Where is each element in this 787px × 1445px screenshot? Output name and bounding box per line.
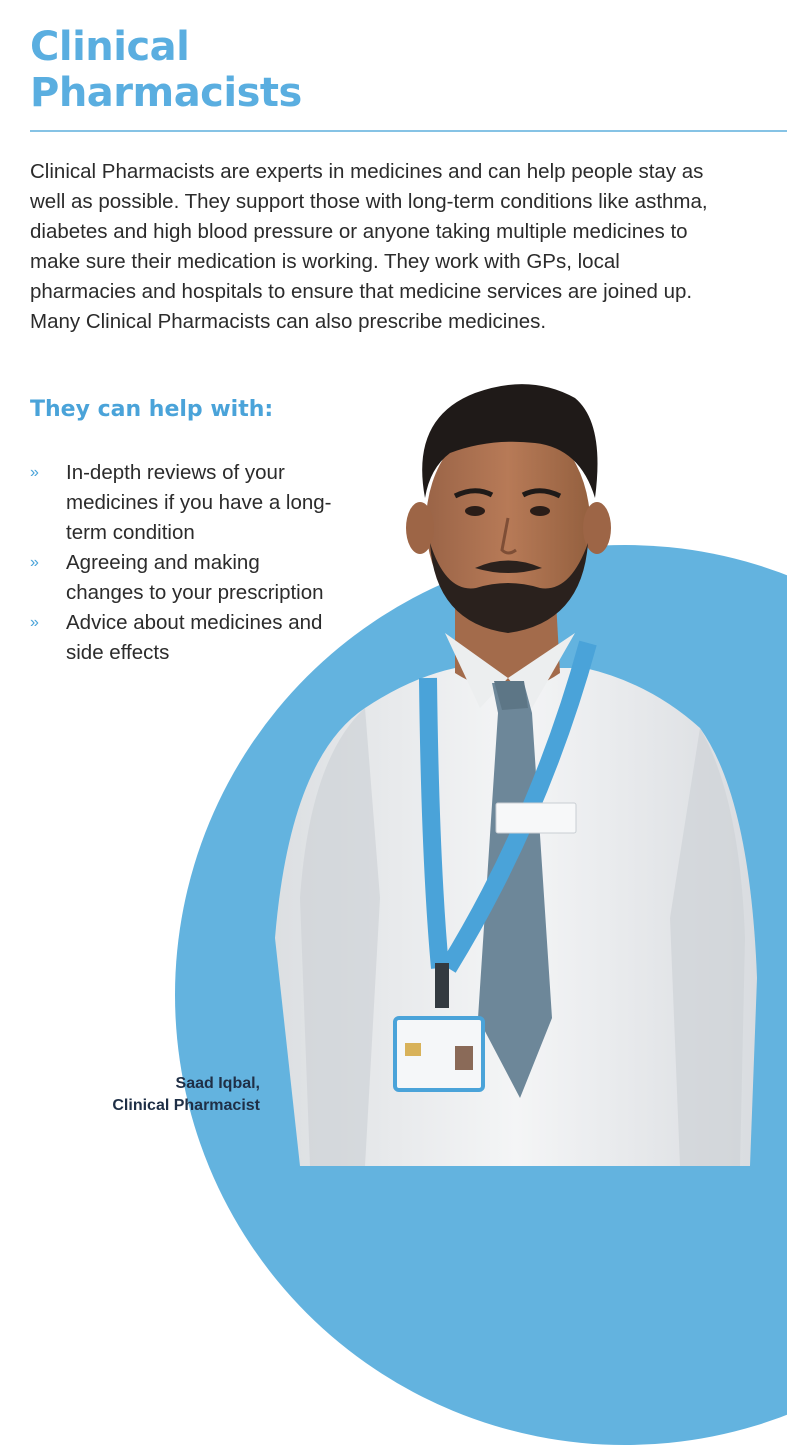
title-line-1: Clinical bbox=[30, 24, 190, 70]
id-card-chip bbox=[405, 1043, 421, 1056]
page-title bbox=[30, 24, 302, 116]
intro-paragraph: Clinical Pharmacists are experts in medicines and can help people stay as well as possible. They support those with long-term conditions like asthma, diabetes and high blood pressure or anyone taking multiple medicines to make sure their medication is working. They work with GPs, local pharmacies and hospitals to ensure that medicine services are joined up. Many Clinical Pharmacists can also prescribe medicines. bbox=[30, 160, 708, 333]
ear-shape bbox=[406, 502, 434, 554]
eye-shape bbox=[465, 506, 485, 516]
caption-name: Saad Iqbal, bbox=[175, 1075, 260, 1092]
caption-role: Clinical Pharmacist bbox=[112, 1097, 260, 1114]
list-item-text: In-depth reviews of your medicines if you have a long-term condition bbox=[66, 461, 332, 544]
title-line-2: Pharmacists bbox=[30, 70, 302, 116]
bullet-icon: » bbox=[30, 554, 39, 571]
bullet-icon: » bbox=[30, 464, 39, 481]
photo-caption bbox=[112, 1073, 260, 1117]
list-item-text: Advice about medicines and side effects bbox=[66, 611, 323, 664]
eye-shape bbox=[530, 506, 550, 516]
help-heading: They can help with: bbox=[30, 397, 274, 422]
lanyard-clip bbox=[435, 963, 449, 1008]
list-item-text: Agreeing and making changes to your prescription bbox=[66, 551, 324, 604]
pharmacist-photo bbox=[270, 378, 770, 1166]
pharmacist-figure bbox=[275, 384, 757, 1166]
name-badge bbox=[496, 803, 576, 833]
bullet-icon: » bbox=[30, 614, 39, 631]
id-card-photo bbox=[455, 1046, 473, 1070]
title-divider bbox=[30, 130, 787, 132]
